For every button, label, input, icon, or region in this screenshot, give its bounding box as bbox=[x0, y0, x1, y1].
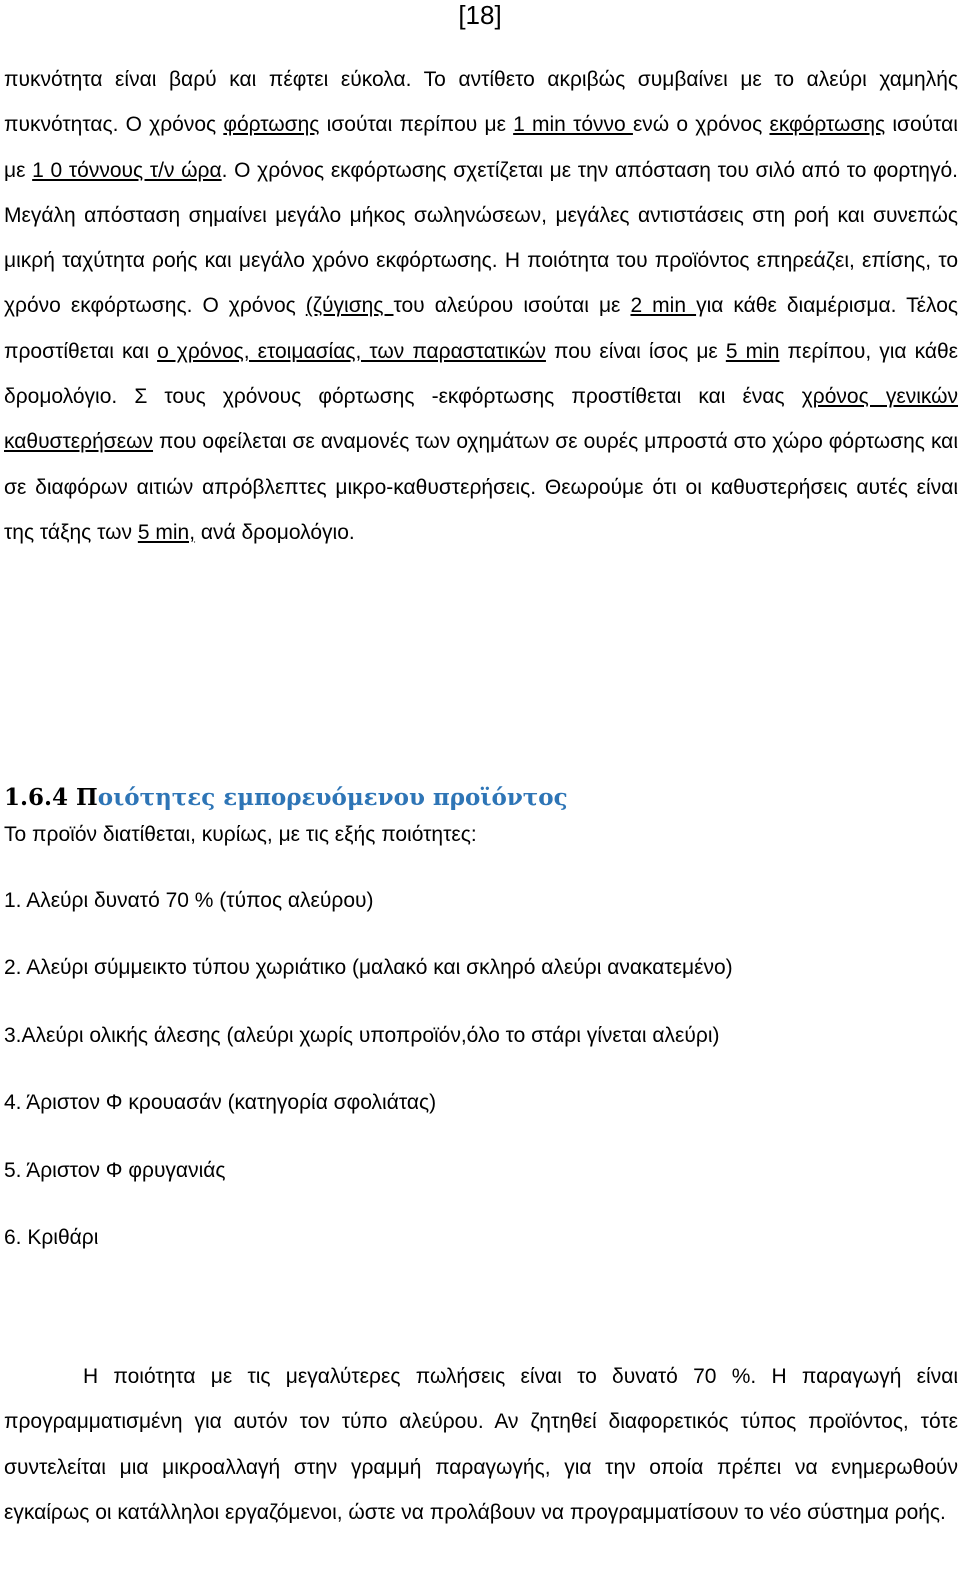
underlined-text-segment: 5 min bbox=[725, 339, 780, 363]
body-paragraph-2: Η ποιότητα με τις μεγαλύτερες πωλήσεις είναι το δυνατό 70 %. Η παραγωγή είναι προγραμματισμένη για αυτόν τον τύπο αλεύρου. Αν ζητηθεί διαφορετικός τύπος προϊόντος, τότε συντελείται μια μικροαλλαγή στην γραμμή παραγωγής, για την οποία πρέπει να ενημερωθούν εγκαίρως οι κατάλληλοι εργαζόμενοι, ώστε να προλάβουν να προγραμματίσουν το νέο σύστημα ροής. bbox=[4, 1365, 958, 1524]
underlined-text-segment: 1 0 τόννους τ/ν ώρα bbox=[32, 158, 222, 182]
underlined-text-segment: (ζύγισης bbox=[305, 294, 394, 318]
text-segment: πυκνότητα είναι βαρύ και πέφτει εύκολα. Το αντίθετο ακριβώς συμβαίνει με το αλεύρι χαμηλής πυκνότητας. Ο χρόνος bbox=[4, 68, 958, 137]
underlined-text-segment: φόρτωσης bbox=[223, 113, 320, 137]
body-paragraph-1 bbox=[4, 57, 958, 555]
text-segment: ισούται περίπου με bbox=[319, 113, 514, 137]
list-item: 1. Αλεύρι δυνατό 70 % (τύπος αλεύρου) bbox=[4, 889, 374, 912]
section-number: 1.6.4 bbox=[4, 784, 69, 811]
text-segment: για κάθε διαμέρισμα. Τέλος προστίθεται και bbox=[4, 294, 958, 363]
text-segment: του αλεύρου ισούται με bbox=[393, 294, 631, 318]
list-item: 6. Κριθάρι bbox=[4, 1225, 99, 1249]
section-title-rest: οιότητες εμπορευόμενου προϊόντος bbox=[97, 784, 568, 811]
text-segment: που οφείλεται σε αναμονές των οχημάτων σε ουρές μπροστά στο χώρο φόρτωσης και σε διαφόρων αιτιών απρόβλεπτες μικρο-καθυστερήσεις. Θεωρούμε ότι οι καθυστερήσεις αυτές είναι της τάξης των bbox=[4, 430, 958, 544]
text-segment: . Ο χρόνος εκφόρτωσης σχετίζεται με την απόσταση του σιλό από το φορτηγό. Μεγάλη απόσταση σημαίνει μεγάλο μήκος σωληνώσεων, μεγάλες αντιστάσεις στη ροή και συνεπώς μικρή ταχύτητα ροής και μεγάλο χρόνο εκφόρτωσης. Η ποιότητα του προϊόντος επηρεάζει, επίσης, το χρόνο εκφόρτωσης. Ο χρόνος bbox=[4, 158, 958, 318]
text-segment: ισούται με bbox=[4, 113, 958, 182]
list-item: 4. Άριστον Φ κρουασάν (κατηγορία σφολιάτας) bbox=[4, 1091, 437, 1115]
text-segment: ενώ ο χρόνος bbox=[632, 113, 770, 137]
quality-list bbox=[4, 884, 733, 1288]
underlined-text-segment: χρόνος γενικών καθυστερήσεων bbox=[4, 385, 959, 454]
text-segment: ανά δρομολόγιο. bbox=[195, 520, 355, 544]
page-number: [18] bbox=[458, 0, 502, 30]
underlined-text-segment: 1 min τόννο bbox=[513, 113, 633, 137]
text-segment: που είναι ίσος με bbox=[545, 339, 726, 363]
list-item: 3.Αλεύρι ολικής άλεσης (αλεύρι χωρίς υποπροϊόν,όλο το στάρι γίνεται αλεύρι) bbox=[4, 1023, 720, 1047]
underlined-text-segment: εκφόρτωσης bbox=[769, 113, 886, 137]
section-heading bbox=[4, 782, 568, 814]
underlined-text-segment: 5 min, bbox=[137, 520, 196, 544]
text-segment: περίπου, για κάθε δρομολόγιο. Σ τους χρόνους φόρτωσης -εκφόρτωσης προστίθεται και ένας bbox=[4, 339, 959, 409]
section-title-first-letter: Π bbox=[76, 784, 98, 811]
list-item: 2. Αλεύρι σύμμεικτο τύπου χωριάτικο (μαλακό και σκληρό αλεύρι ανακατεμένο) bbox=[4, 956, 733, 980]
list-item: 5. Άριστον Φ φρυγανιάς bbox=[4, 1158, 226, 1182]
section-intro: Το προϊόν διατίθεται, κυρίως, με τις εξής ποιότητες: bbox=[4, 823, 477, 846]
underlined-text-segment: 2 min bbox=[630, 294, 697, 318]
underlined-text-segment: ο χρόνος, ετοιμασίας, των παραστατικών bbox=[157, 339, 546, 363]
